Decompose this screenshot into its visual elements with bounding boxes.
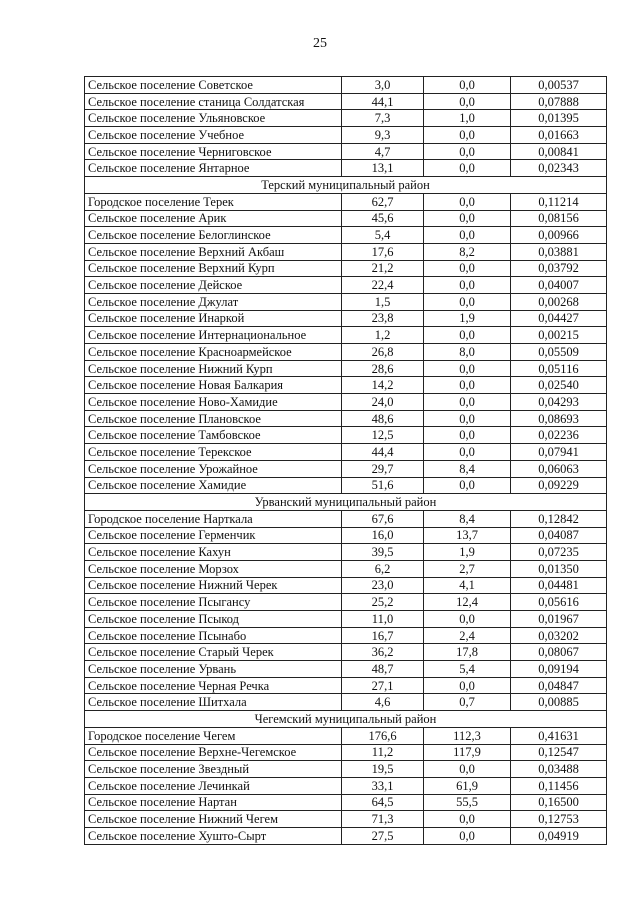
value-b-cell: 0,7 [424,694,511,711]
value-a-cell: 23,8 [342,310,424,327]
table-row [85,744,607,761]
coefficient-cell: 0,12842 [511,510,607,527]
table-row [85,761,607,778]
settlement-name-cell: Сельское поселение Герменчик [85,527,342,544]
settlement-name-cell: Сельское поселение Хамидие [85,477,342,494]
value-b-cell: 0,0 [424,811,511,828]
value-a-cell: 22,4 [342,277,424,294]
table-row [85,827,607,844]
value-b-cell: 0,0 [424,77,511,94]
value-b-cell: 0,0 [424,360,511,377]
table-row [85,210,607,227]
coefficient-cell: 0,04293 [511,394,607,411]
value-a-cell: 14,2 [342,377,424,394]
table-row [85,143,607,160]
value-a-cell: 25,2 [342,594,424,611]
settlement-name-cell: Сельское поселение Плановское [85,410,342,427]
value-a-cell: 4,7 [342,143,424,160]
value-b-cell: 0,0 [424,277,511,294]
section-title: Терский муниципальный район [85,177,607,194]
value-b-cell: 2,4 [424,627,511,644]
value-a-cell: 48,6 [342,410,424,427]
coefficient-cell: 0,06063 [511,460,607,477]
table-row [85,344,607,361]
table-row [85,527,607,544]
coefficient-cell: 0,00268 [511,293,607,310]
value-a-cell: 26,8 [342,344,424,361]
settlement-name-cell: Сельское поселение Белоглинское [85,227,342,244]
coefficient-cell: 0,04919 [511,827,607,844]
value-a-cell: 16,7 [342,627,424,644]
table-row [85,477,607,494]
table-row [85,560,607,577]
value-a-cell: 5,4 [342,227,424,244]
section-title: Чегемский муниципальный район [85,711,607,728]
value-b-cell: 8,2 [424,243,511,260]
coefficient-cell: 0,41631 [511,727,607,744]
value-b-cell: 8,4 [424,460,511,477]
value-b-cell: 0,0 [424,93,511,110]
value-a-cell: 45,6 [342,210,424,227]
table-row [85,577,607,594]
value-b-cell: 0,0 [424,477,511,494]
value-b-cell: 55,5 [424,794,511,811]
table-row [85,293,607,310]
settlement-name-cell: Сельское поселение Дейское [85,277,342,294]
value-b-cell: 0,0 [424,677,511,694]
value-b-cell: 0,0 [424,394,511,411]
settlements-table [84,76,607,845]
value-b-cell: 0,0 [424,127,511,144]
table-row [85,611,607,628]
coefficient-cell: 0,05116 [511,360,607,377]
coefficient-cell: 0,00885 [511,694,607,711]
value-a-cell: 71,3 [342,811,424,828]
table-row [85,727,607,744]
value-a-cell: 1,5 [342,293,424,310]
coefficient-cell: 0,00215 [511,327,607,344]
value-a-cell: 6,2 [342,560,424,577]
value-b-cell: 0,0 [424,160,511,177]
settlement-name-cell: Городское поселение Чегем [85,727,342,744]
settlement-name-cell: Сельское поселение Псынабо [85,627,342,644]
coefficient-cell: 0,07235 [511,544,607,561]
settlement-name-cell: Сельское поселение Нижний Черек [85,577,342,594]
settlement-name-cell: Сельское поселение станица Солдатская [85,93,342,110]
settlement-name-cell: Сельское поселение Звездный [85,761,342,778]
coefficient-cell: 0,01350 [511,560,607,577]
page-number: 25 [313,36,327,51]
value-b-cell: 0,0 [424,327,511,344]
coefficient-cell: 0,01967 [511,611,607,628]
value-a-cell: 17,6 [342,243,424,260]
table-row [85,694,607,711]
table-row [85,594,607,611]
settlement-name-cell: Сельское поселение Морзох [85,560,342,577]
value-b-cell: 0,0 [424,193,511,210]
settlement-name-cell: Сельское поселение Верхне-Чегемское [85,744,342,761]
table-row [85,510,607,527]
value-b-cell: 1,9 [424,310,511,327]
value-a-cell: 12,5 [342,427,424,444]
value-b-cell: 1,0 [424,110,511,127]
value-b-cell: 8,4 [424,510,511,527]
table-row [85,811,607,828]
coefficient-cell: 0,09194 [511,661,607,678]
table-row [85,327,607,344]
value-b-cell: 0,0 [424,427,511,444]
settlement-name-cell: Сельское поселение Кахун [85,544,342,561]
settlement-name-cell: Сельское поселение Псыкод [85,611,342,628]
coefficient-cell: 0,07888 [511,93,607,110]
coefficient-cell: 0,07941 [511,444,607,461]
table-row [85,227,607,244]
value-b-cell: 0,0 [424,410,511,427]
settlement-name-cell: Сельское поселение Терекское [85,444,342,461]
settlement-name-cell: Сельское поселение Тамбовское [85,427,342,444]
coefficient-cell: 0,04481 [511,577,607,594]
value-b-cell: 61,9 [424,777,511,794]
value-a-cell: 44,4 [342,444,424,461]
coefficient-cell: 0,04847 [511,677,607,694]
coefficient-cell: 0,09229 [511,477,607,494]
value-a-cell: 64,5 [342,794,424,811]
value-a-cell: 24,0 [342,394,424,411]
settlement-name-cell: Сельское поселение Верхний Акбаш [85,243,342,260]
table-row [85,410,607,427]
table-row [85,260,607,277]
value-a-cell: 67,6 [342,510,424,527]
coefficient-cell: 0,00537 [511,77,607,94]
value-b-cell: 112,3 [424,727,511,744]
value-a-cell: 19,5 [342,761,424,778]
value-b-cell: 12,4 [424,594,511,611]
section-header-row [85,494,607,511]
value-a-cell: 176,6 [342,727,424,744]
settlement-name-cell: Городское поселение Нарткала [85,510,342,527]
coefficient-cell: 0,02540 [511,377,607,394]
value-a-cell: 23,0 [342,577,424,594]
coefficient-cell: 0,11214 [511,193,607,210]
table-row [85,77,607,94]
value-b-cell: 2,7 [424,560,511,577]
coefficient-cell: 0,04087 [511,527,607,544]
settlement-name-cell: Городское поселение Терек [85,193,342,210]
settlement-name-cell: Сельское поселение Янтарное [85,160,342,177]
value-b-cell: 0,0 [424,377,511,394]
value-a-cell: 4,6 [342,694,424,711]
table-row [85,427,607,444]
table-row [85,394,607,411]
value-a-cell: 51,6 [342,477,424,494]
value-b-cell: 0,0 [424,761,511,778]
value-a-cell: 62,7 [342,193,424,210]
coefficient-cell: 0,02236 [511,427,607,444]
value-a-cell: 44,1 [342,93,424,110]
section-header-row [85,711,607,728]
settlement-name-cell: Сельское поселение Ново-Хамидие [85,394,342,411]
settlement-name-cell: Сельское поселение Ульяновское [85,110,342,127]
value-a-cell: 16,0 [342,527,424,544]
table-row [85,444,607,461]
coefficient-cell: 0,04427 [511,310,607,327]
value-a-cell: 28,6 [342,360,424,377]
coefficient-cell: 0,03488 [511,761,607,778]
settlement-name-cell: Сельское поселение Нижний Курп [85,360,342,377]
table-row [85,644,607,661]
value-b-cell: 8,0 [424,344,511,361]
table-row [85,160,607,177]
coefficient-cell: 0,03881 [511,243,607,260]
value-b-cell: 0,0 [424,143,511,160]
settlement-name-cell: Сельское поселение Хушто-Сырт [85,827,342,844]
table-row [85,193,607,210]
value-b-cell: 0,0 [424,293,511,310]
settlement-name-cell: Сельское поселение Черная Речка [85,677,342,694]
value-a-cell: 1,2 [342,327,424,344]
table-row [85,93,607,110]
coefficient-cell: 0,03202 [511,627,607,644]
value-b-cell: 0,0 [424,210,511,227]
settlement-name-cell: Сельское поселение Урвань [85,661,342,678]
coefficient-cell: 0,02343 [511,160,607,177]
coefficient-cell: 0,08067 [511,644,607,661]
table-row [85,277,607,294]
value-a-cell: 21,2 [342,260,424,277]
value-a-cell: 27,5 [342,827,424,844]
settlement-name-cell: Сельское поселение Урожайное [85,460,342,477]
coefficient-cell: 0,00966 [511,227,607,244]
value-a-cell: 11,0 [342,611,424,628]
coefficient-cell: 0,05509 [511,344,607,361]
value-a-cell: 39,5 [342,544,424,561]
table-row [85,544,607,561]
value-b-cell: 0,0 [424,260,511,277]
settlement-name-cell: Сельское поселение Учебное [85,127,342,144]
coefficient-cell: 0,00841 [511,143,607,160]
coefficient-cell: 0,11456 [511,777,607,794]
settlement-name-cell: Сельское поселение Лечинкай [85,777,342,794]
coefficient-cell: 0,12753 [511,811,607,828]
value-a-cell: 33,1 [342,777,424,794]
settlement-name-cell: Сельское поселение Инаркой [85,310,342,327]
settlement-name-cell: Сельское поселение Шитхала [85,694,342,711]
coefficient-cell: 0,03792 [511,260,607,277]
settlement-name-cell: Сельское поселение Джулат [85,293,342,310]
value-b-cell: 13,7 [424,527,511,544]
settlement-name-cell: Сельское поселение Арик [85,210,342,227]
table-row [85,661,607,678]
value-b-cell: 117,9 [424,744,511,761]
table-row [85,627,607,644]
table-row [85,360,607,377]
value-b-cell: 1,9 [424,544,511,561]
table-row [85,377,607,394]
coefficient-cell: 0,04007 [511,277,607,294]
section-title: Урванский муниципальный район [85,494,607,511]
value-a-cell: 27,1 [342,677,424,694]
table-row [85,794,607,811]
settlement-name-cell: Сельское поселение Советское [85,77,342,94]
settlement-name-cell: Сельское поселение Новая Балкария [85,377,342,394]
table-row [85,127,607,144]
value-a-cell: 11,2 [342,744,424,761]
settlement-name-cell: Сельское поселение Красноармейское [85,344,342,361]
table-row [85,677,607,694]
settlement-name-cell: Сельское поселение Интернациональное [85,327,342,344]
value-a-cell: 7,3 [342,110,424,127]
value-a-cell: 29,7 [342,460,424,477]
value-b-cell: 0,0 [424,444,511,461]
settlement-name-cell: Сельское поселение Верхний Курп [85,260,342,277]
settlement-name-cell: Сельское поселение Нижний Чегем [85,811,342,828]
value-b-cell: 0,0 [424,827,511,844]
settlement-name-cell: Сельское поселение Старый Черек [85,644,342,661]
value-a-cell: 13,1 [342,160,424,177]
table-row [85,777,607,794]
value-b-cell: 17,8 [424,644,511,661]
value-a-cell: 3,0 [342,77,424,94]
value-b-cell: 4,1 [424,577,511,594]
coefficient-cell: 0,05616 [511,594,607,611]
table-row [85,310,607,327]
value-b-cell: 0,0 [424,227,511,244]
value-a-cell: 48,7 [342,661,424,678]
section-header-row [85,177,607,194]
table-row [85,243,607,260]
coefficient-cell: 0,08156 [511,210,607,227]
value-a-cell: 9,3 [342,127,424,144]
settlement-name-cell: Сельское поселение Нартан [85,794,342,811]
coefficient-cell: 0,01395 [511,110,607,127]
settlement-name-cell: Сельское поселение Черниговское [85,143,342,160]
table-row [85,110,607,127]
value-b-cell: 5,4 [424,661,511,678]
coefficient-cell: 0,01663 [511,127,607,144]
coefficient-cell: 0,08693 [511,410,607,427]
coefficient-cell: 0,12547 [511,744,607,761]
settlement-name-cell: Сельское поселение Псыгансу [85,594,342,611]
value-a-cell: 36,2 [342,644,424,661]
table-row [85,460,607,477]
value-b-cell: 0,0 [424,611,511,628]
coefficient-cell: 0,16500 [511,794,607,811]
